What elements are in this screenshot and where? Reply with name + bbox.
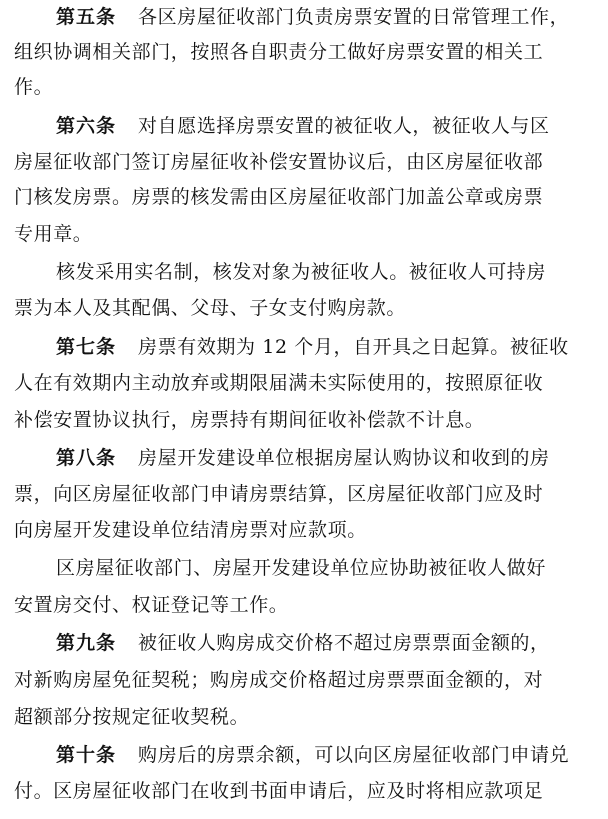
paragraph-issuance-line-2: 票为本人及其配偶、父母、子女支付购房款。 [14, 297, 407, 319]
article-7-line-1 [0, 332, 608, 362]
article-5-text-1: 各区房屋征收部门负责房票安置的日常管理工作， [138, 6, 570, 28]
article-10-line-1 [0, 740, 608, 770]
paragraph-assist-line-1: 区房屋征收部门、房屋开发建设单位应协助被征收人做好 [56, 557, 547, 579]
article-6-line-2: 房屋征收部门签订房屋征收补偿安置协议后，由区房屋征收部 [14, 151, 544, 173]
article-9-text-1: 被征收人购房成交价格不超过房票票面金额的， [138, 632, 550, 654]
article-8-line-3: 向房屋开发建设单位结清房票对应款项。 [14, 519, 367, 541]
article-5-line-1 [0, 2, 608, 32]
article-10-text-1: 购房后的房票余额，可以向区房屋征收部门申请兑 [138, 744, 570, 766]
article-5-line-2: 组织协调相关部门，按照各自职责分工做好房票安置的相关工 [14, 41, 544, 63]
article-8-line-1 [0, 443, 608, 473]
article-6-line-4: 专用章。 [14, 223, 93, 245]
article-9-line-3: 超额部分按规定征收契税。 [14, 706, 250, 728]
article-9-heading: 第九条 [56, 632, 117, 654]
article-9-line-1 [0, 628, 608, 658]
article-7-line-3: 补偿安置协议执行，房票持有期间征收补偿款不计息。 [14, 409, 485, 431]
article-7-text-1: 房票有效期为 12 个月，自开具之日起算。被征收 [138, 336, 569, 358]
article-10-line-2: 付。区房屋征收部门在收到书面申请后，应及时将相应款项足 [14, 780, 544, 802]
article-6-line-1 [0, 111, 608, 141]
paragraph-issuance-line-1: 核发采用实名制，核发对象为被征收人。被征收人可持房 [56, 261, 547, 283]
article-8-heading: 第八条 [56, 447, 117, 469]
article-6-heading: 第六条 [56, 115, 117, 137]
article-8-text-1: 房屋开发建设单位根据房屋认购协议和收到的房 [138, 447, 550, 469]
article-5-heading: 第五条 [56, 6, 117, 28]
article-5-line-3: 作。 [14, 76, 54, 98]
article-8-line-2: 票，向区房屋征收部门申请房票结算，区房屋征收部门应及时 [14, 483, 544, 505]
article-7-line-2: 人在有效期内主动放弃或期限届满未实际使用的，按照原征收 [14, 372, 544, 394]
article-7-heading: 第七条 [56, 336, 117, 358]
article-9-line-2: 对新购房屋免征契税；购房成交价格超过房票票面金额的，对 [14, 669, 544, 691]
paragraph-assist-line-2: 安置房交付、权证登记等工作。 [14, 594, 289, 616]
article-6-line-3: 门核发房票。房票的核发需由区房屋征收部门加盖公章或房票 [14, 186, 544, 208]
article-10-heading: 第十条 [56, 744, 117, 766]
article-6-text-1: 对自愿选择房票安置的被征收人，被征收人与区 [138, 115, 550, 137]
